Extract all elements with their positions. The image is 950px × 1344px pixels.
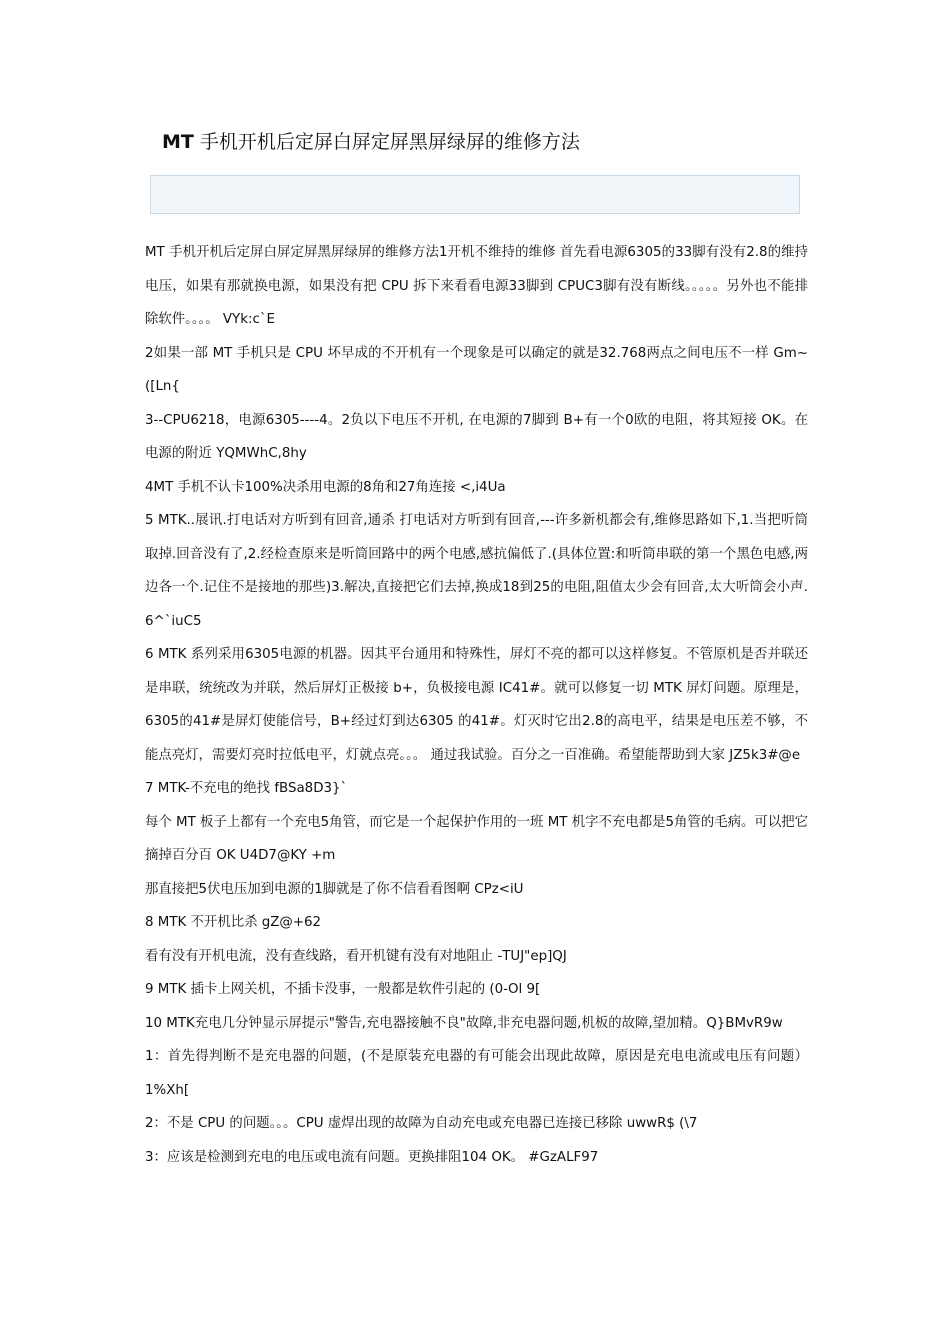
- document-body: [145, 236, 808, 1174]
- paragraph: 每个 MT 板子上都有一个充电5角管，而它是一个起保护作用的一班 MT 机字不充电都是5角管的毛病。可以把它摘掉百分百 OK U4D7@KY +m: [145, 814, 808, 863]
- paragraph: 3--CPU6218，电源6305----4。2负以下电压不开机, 在电源的7脚到 B+有一个0欧的电阻，将其短接 OK。在电源的附近 YQMWhC,8hy: [145, 412, 808, 461]
- paragraph: MT 手机开机后定屏白屏定屏黑屏绿屏的维修方法1开机不维持的维修 首先看电源6305的33脚有没有2.8的维持电压，如果有那就换电源，如果没有把 CPU 拆下来看看电源33脚到 CPUC3脚有没有断线。。。。。另外也不能排除软件。。。。 VYk:c`E: [145, 245, 808, 327]
- paragraph: 3：应该是检测到充电的电压或电流有问题。更换排阻104 OK。 #GzALF97: [145, 1149, 599, 1165]
- paragraph: 2如果一部 MT 手机只是 CPU 坏早成的不开机有一个现象是可以确定的就是32.768两点之间电压不一样 Gm~([Ln{: [145, 345, 808, 394]
- paragraph: 1：首先得判断不是充电器的问题，(不是原装充电器的有可能会出现此故障，原因是充电电流或电压有问题） 1%Xh[: [145, 1049, 808, 1098]
- paragraph: 那直接把5伏电压加到电源的1脚就是了你不信看看图啊 CPz<iU: [145, 881, 524, 897]
- paragraph: 2：不是 CPU 的问题。。。CPU 虚焊出现的故障为自动充电或充电器已连接已移除 uwwR$ (\7: [145, 1116, 698, 1131]
- paragraph: 5 MTK..展讯.打电话对方听到有回音,通杀 打电话对方听到有回音,---许多新机都会有,维修思路如下,1.当把听筒取掉.回音没有了,2.经检查原来是听筒回路中的两个电感,感抗偏低了.(具体位置:和听筒串联的第一个黑色电感,两边各一个.记住不是接地的那些)3.解决,直接把它们去掉,换成18到25的电阻,阻值太少会有回音,太大听筒会小声. 6^`iuC5: [145, 513, 808, 629]
- paragraph: 7 MTK-不充电的绝找 fBSa8D3}`: [145, 781, 348, 796]
- paragraph: 看有没有开机电流，没有查线路，看开机键有没有对地阻止 -TUJ"ep]QJ: [145, 948, 567, 964]
- paragraph: 8 MTK 不开机比杀 gZ@+62: [145, 915, 322, 930]
- banner-box: [150, 175, 800, 214]
- paragraph: 6 MTK 系列采用6305电源的机器。因其平台通用和特殊性，屏灯不亮的都可以这样修复。不管原机是否并联还是串联，统统改为并联，然后屏灯正极接 b+，负极接电源 IC41#。就可以修复一切 MTK 屏灯问题。原理是，6305的41#是屏灯使能信号，B+经过灯到达6305 的41#。灯灭时它出2.8的高电平，结果是电压差不够，不能点亮灯，需要灯亮时拉低电平，灯就点亮。。。 通过我试验。百分之一百准确。希望能帮助到大家 JZ5k3#@e: [145, 647, 808, 763]
- document-title: [162, 128, 862, 156]
- title-rest: 手机开机后定屏白屏定屏黑屏绿屏的维修方法: [193, 131, 580, 153]
- title-lead: MT: [162, 131, 194, 153]
- paragraph: 4MT 手机不认卡100%决杀用电源的8角和27角连接 <,i4Ua: [145, 479, 506, 495]
- paragraph: 9 MTK 插卡上网关机，不插卡没事，一般都是软件引起的 (0-Ol 9[: [145, 982, 541, 997]
- paragraph: 10 MTK充电几分钟显示屏提示"警告,充电器接触不良"故障,非充电器问题,机板的故障,望加精。Q}BMvR9w: [145, 1015, 783, 1031]
